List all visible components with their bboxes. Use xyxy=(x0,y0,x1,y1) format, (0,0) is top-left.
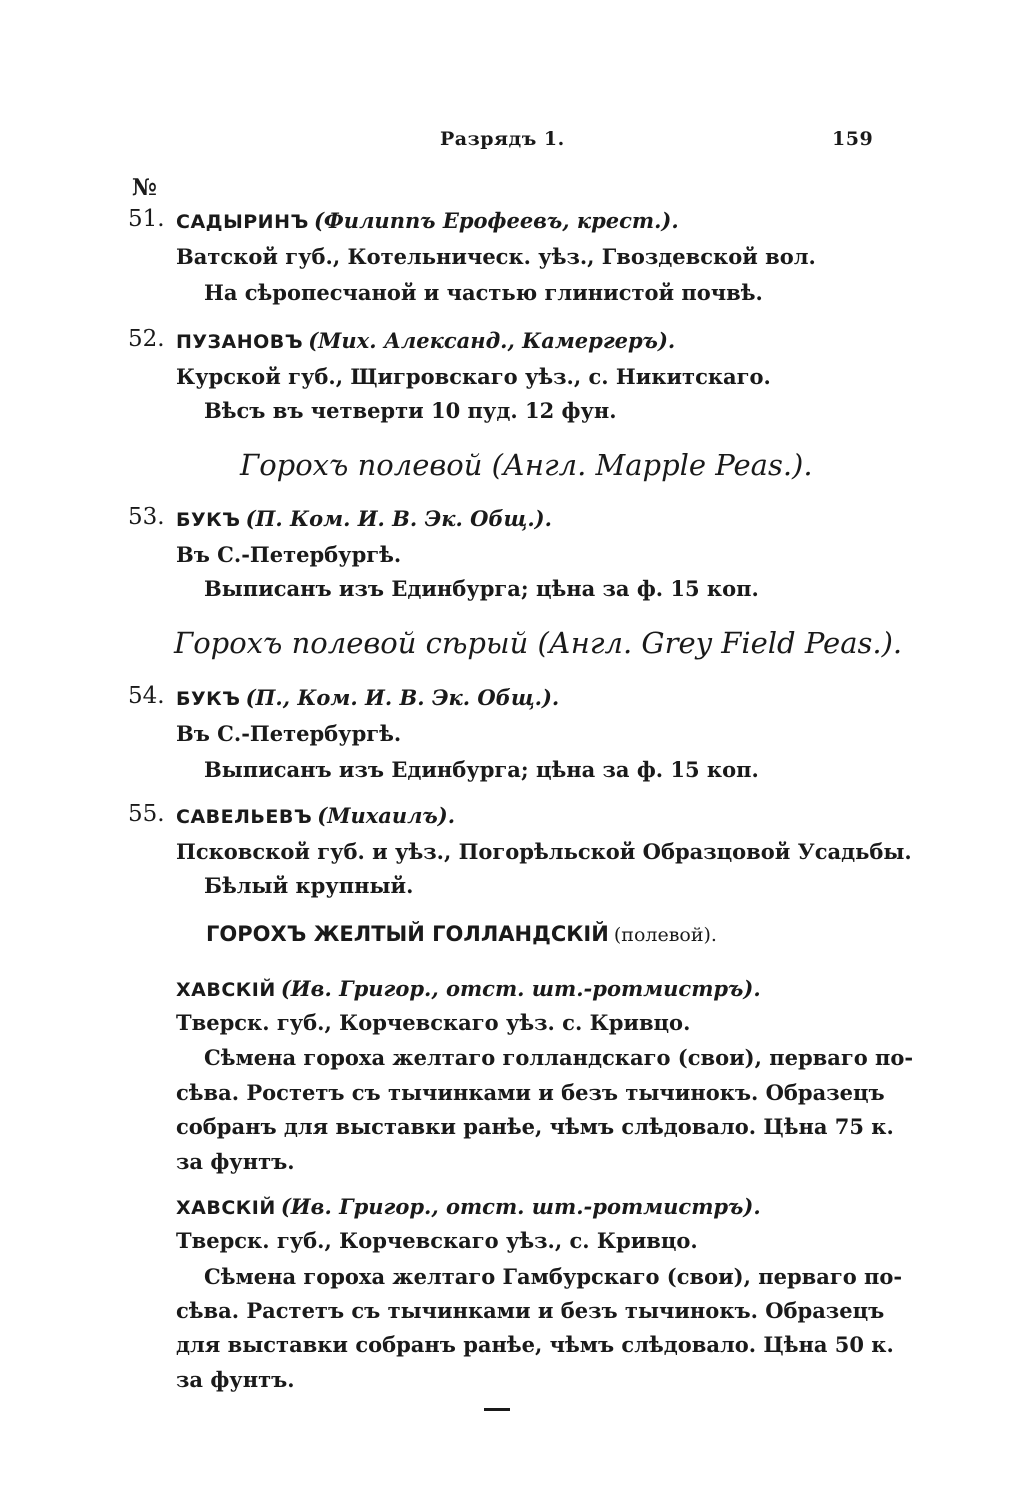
entry-location: Въ С.-Петербургѣ. xyxy=(176,721,402,746)
number-sign: № xyxy=(132,174,157,201)
entry-number: 53. xyxy=(128,504,165,530)
entry-note: Выписанъ изъ Единбурга; цѣна за ф. 15 коп. xyxy=(204,576,759,601)
entry-note: Бѣлый крупный. xyxy=(204,873,414,898)
entry-detail: (П., Ком. И. В. Эк. Общ.). xyxy=(245,685,560,710)
entry-location: Въ С.-Петербургѣ. xyxy=(176,542,402,567)
entry-name: САВЕЛЬЕВЪ xyxy=(176,806,313,828)
page-number: 159 xyxy=(832,128,874,150)
paragraph-line: Сѣмена гороха желтаго Гамбурскаго (свои), перваго по- xyxy=(204,1264,903,1289)
entry-number: 55. xyxy=(128,801,165,827)
entry-location: Псковской губ. и уѣз., Погорѣльской Образцовой Усадьбы. xyxy=(176,839,912,864)
section-heading-grey-field-peas: Горохъ полевой сѣрый (Англ. Grey Field Peas.). xyxy=(174,626,903,660)
entry-name: БУКЪ xyxy=(176,688,241,710)
paragraph-line: за фунтъ. xyxy=(176,1149,295,1174)
entry-location: Ватской губ., Котельническ. уѣз., Гвоздевской вол. xyxy=(176,244,816,269)
entry-name: САДЫРИНЪ xyxy=(176,211,309,233)
entry-detail: (Ив. Григор., отст. шт.-ротмистръ). xyxy=(280,976,761,1001)
entry-detail: (П. Ком. И. В. Эк. Общ.). xyxy=(245,506,552,531)
entry-name: ПУЗАНОВЪ xyxy=(176,331,304,353)
heading-sub: (полевой). xyxy=(613,924,717,946)
entry-name: ХАВСКІЙ xyxy=(176,979,276,1001)
entry-name: ХАВСКІЙ xyxy=(176,1197,276,1219)
entry-note: Выписанъ изъ Единбурга; цѣна за ф. 15 коп. xyxy=(204,757,759,782)
paragraph-line: сѣва. Растетъ съ тычинками и безъ тычинокъ. Образецъ xyxy=(176,1298,885,1323)
entry-name: БУКЪ xyxy=(176,509,241,531)
entry-number: 51. xyxy=(128,206,165,232)
entry-detail: (Михаилъ). xyxy=(317,803,456,828)
entry-number: 52. xyxy=(128,326,165,352)
paragraph-line: собранъ для выставки ранѣе, чѣмъ слѣдовало. Цѣна 75 к. xyxy=(176,1114,894,1139)
entry-location: Курской губ., Щигровскаго уѣз., с. Никитскаго. xyxy=(176,364,771,389)
entry-location: Тверск. губ., Корчевскаго уѣз. с. Кривцо. xyxy=(176,1010,691,1035)
paragraph-line: сѣва. Ростетъ съ тычинками и безъ тычинокъ. Образецъ xyxy=(176,1080,885,1105)
end-dash xyxy=(484,1408,510,1411)
paragraph-line: для выставки собранъ ранѣе, чѣмъ слѣдовало. Цѣна 50 к. xyxy=(176,1332,894,1357)
section-heading-yellow-dutch-peas xyxy=(206,922,717,946)
entry-detail: (Ив. Григор., отст. шт.-ротмистръ). xyxy=(280,1194,761,1219)
entry-note: На сѣропесчаной и частью глинистой почвѣ. xyxy=(204,280,763,305)
paragraph-line: за фунтъ. xyxy=(176,1367,295,1392)
paragraph-line: Сѣмена гороха желтаго голландскаго (свои), перваго по- xyxy=(204,1045,914,1070)
running-head: Разрядъ 1. xyxy=(440,128,565,150)
entry-detail: (Мих. Александ., Камергеръ). xyxy=(308,328,676,353)
entry-detail: (Филиппъ Ерофеевъ, крест.). xyxy=(313,208,679,233)
entry-note: Вѣсъ въ четверти 10 пуд. 12 фун. xyxy=(204,398,617,423)
entry-number: 54. xyxy=(128,683,165,709)
heading-main: ГОРОХЪ ЖЕЛТЫЙ ГОЛЛАНДСКІЙ xyxy=(206,922,609,946)
entry-location: Тверск. губ., Корчевскаго уѣз., с. Кривцо. xyxy=(176,1228,698,1253)
section-heading-mapple-peas: Горохъ полевой (Англ. Mapple Peas.). xyxy=(240,448,813,482)
